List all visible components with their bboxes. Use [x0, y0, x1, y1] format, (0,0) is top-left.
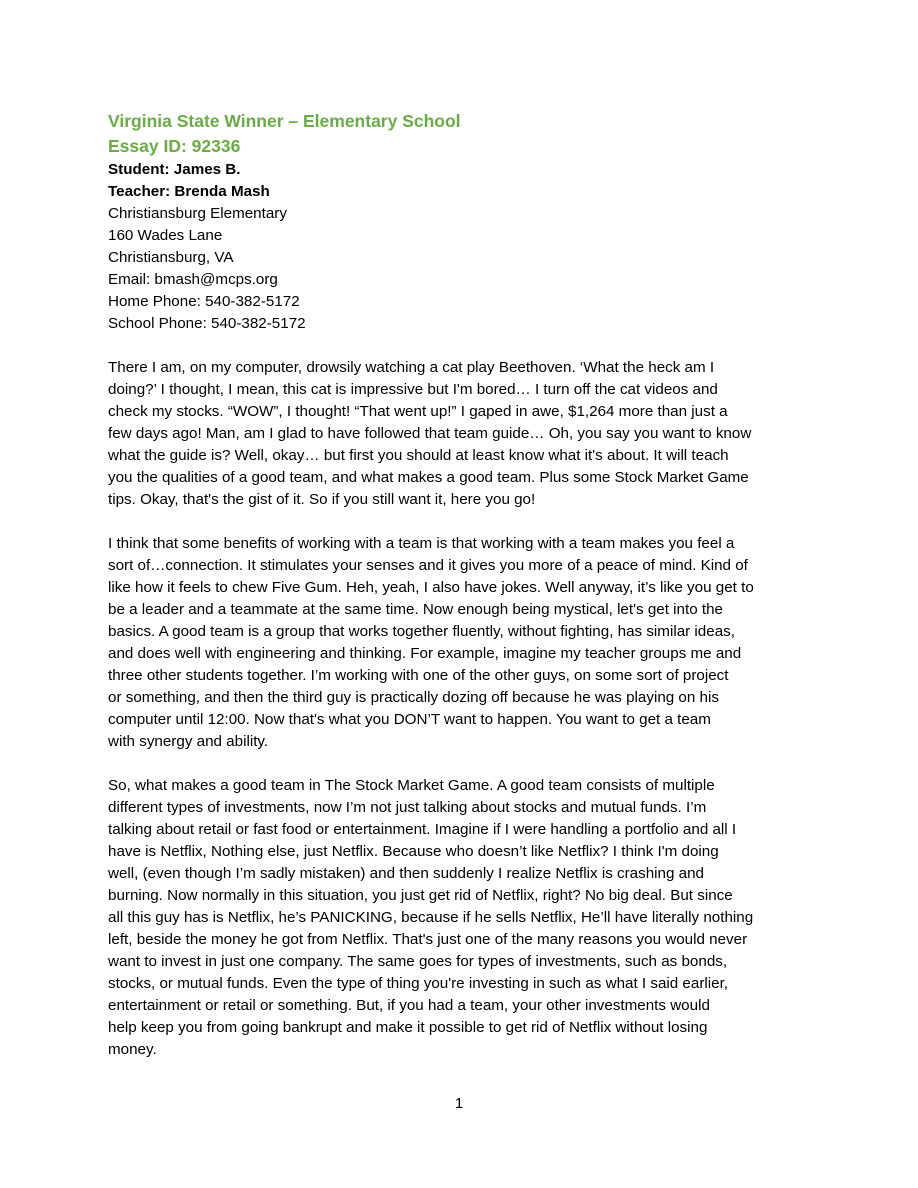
- paragraph-line: and does well with engineering and thinking. For example, imagine my teacher groups me and: [108, 645, 742, 662]
- paragraph-line: all this guy has is Netflix, he’s PANICKING, because if he sells Netflix, He’ll have literally nothing: [108, 909, 754, 926]
- paragraph-line: check my stocks. “WOW”, I thought! “That went up!” I gaped in awe, $1,264 more than just a: [108, 403, 728, 420]
- student-name: Student: James B.: [108, 161, 241, 178]
- paragraph-line: money.: [108, 1041, 157, 1058]
- paragraph-line: doing?’ I thought, I mean, this cat is impressive but I'm bored… I turn off the cat videos and: [108, 381, 718, 398]
- paragraph-line: three other students together. I’m working with one of the other guys, on some sort of project: [108, 667, 729, 684]
- paragraph-line: have is Netflix, Nothing else, just Netflix. Because who doesn’t like Netflix? I think I'm doing: [108, 843, 719, 860]
- essay-id: Essay ID: 92336: [108, 136, 241, 156]
- paragraph-line: tips. Okay, that's the gist of it. So if you still want it, here you go!: [108, 491, 536, 508]
- paragraph-line: entertainment or retail or something. But, if you had a team, your other investments would: [108, 997, 710, 1014]
- paragraph-line: sort of…connection. It stimulates your senses and it gives you more of a peace of mind. Kind of: [108, 557, 748, 574]
- paragraph-line: help keep you from going bankrupt and make it possible to get rid of Netflix without losing: [108, 1019, 708, 1036]
- paragraph-line: or something, and then the third guy is practically dozing off because he was playing on his: [108, 689, 719, 706]
- paragraph-line: few days ago! Man, am I glad to have followed that team guide… Oh, you say you want to know: [108, 425, 752, 442]
- essay-paragraph-1: [108, 357, 820, 511]
- teacher-name: Teacher: Brenda Mash: [108, 183, 270, 200]
- paragraph-line: what the guide is? Well, okay… but first you should at least know what it's about. It will teach: [108, 447, 729, 464]
- paragraph-line: well, (even though I’m sadly mistaken) and then suddenly I realize Netflix is crashing and: [108, 865, 704, 882]
- paragraph-line: I think that some benefits of working with a team is that working with a team makes you feel a: [108, 535, 735, 552]
- paragraph-line: you the qualities of a good team, and what makes a good team. Plus some Stock Market Game: [108, 469, 749, 486]
- paragraph-line: stocks, or mutual funds. Even the type of thing you're investing in such as what I said earlier,: [108, 975, 729, 992]
- teacher-email: Email: bmash@mcps.org: [108, 271, 278, 288]
- school-address: 160 Wades Lane: [108, 227, 223, 244]
- paragraph-line: different types of investments, now I’m not just talking about stocks and mutual funds. I’m: [108, 799, 707, 816]
- paragraph-line: with synergy and ability.: [108, 733, 269, 750]
- paragraph-line: left, beside the money he got from Netflix. That's just one of the many reasons you would never: [108, 931, 748, 948]
- paragraph-line: talking about retail or fast food or entertainment. Imagine if I were handling a portfolio and all I: [108, 821, 737, 838]
- paragraph-line: be a leader and a teammate at the same time. Now enough being mystical, let's get into the: [108, 601, 723, 618]
- essay-paragraph-3: [108, 775, 820, 1061]
- page-number: 1: [454, 1095, 464, 1112]
- paragraph-line: want to invest in just one company. The same goes for types of investments, such as bonds,: [108, 953, 728, 970]
- essay-paragraph-2: [108, 533, 820, 753]
- paragraph-line: like how it feels to chew Five Gum. Heh, yeah, I also have jokes. Well anyway, it’s like you get to: [108, 579, 754, 596]
- paragraph-line: So, what makes a good team in The Stock Market Game. A good team consists of multiple: [108, 777, 715, 794]
- document-page: [108, 108, 820, 1061]
- school-name: Christiansburg Elementary: [108, 205, 287, 222]
- paragraph-line: computer until 12:00. Now that's what you DON’T want to happen. You want to get a team: [108, 711, 711, 728]
- paragraph-line: basics. A good team is a group that works together fluently, without fighting, has similar ideas,: [108, 623, 735, 640]
- document-title: Virginia State Winner – Elementary School: [108, 111, 461, 131]
- school-phone: School Phone: 540-382-5172: [108, 315, 306, 332]
- school-city: Christiansburg, VA: [108, 249, 234, 266]
- paragraph-line: There I am, on my computer, drowsily watching a cat play Beethoven. ‘What the heck am I: [108, 359, 715, 376]
- paragraph-line: burning. Now normally in this situation, you just get rid of Netflix, right? No big deal. But since: [108, 887, 733, 904]
- home-phone: Home Phone: 540-382-5172: [108, 293, 300, 310]
